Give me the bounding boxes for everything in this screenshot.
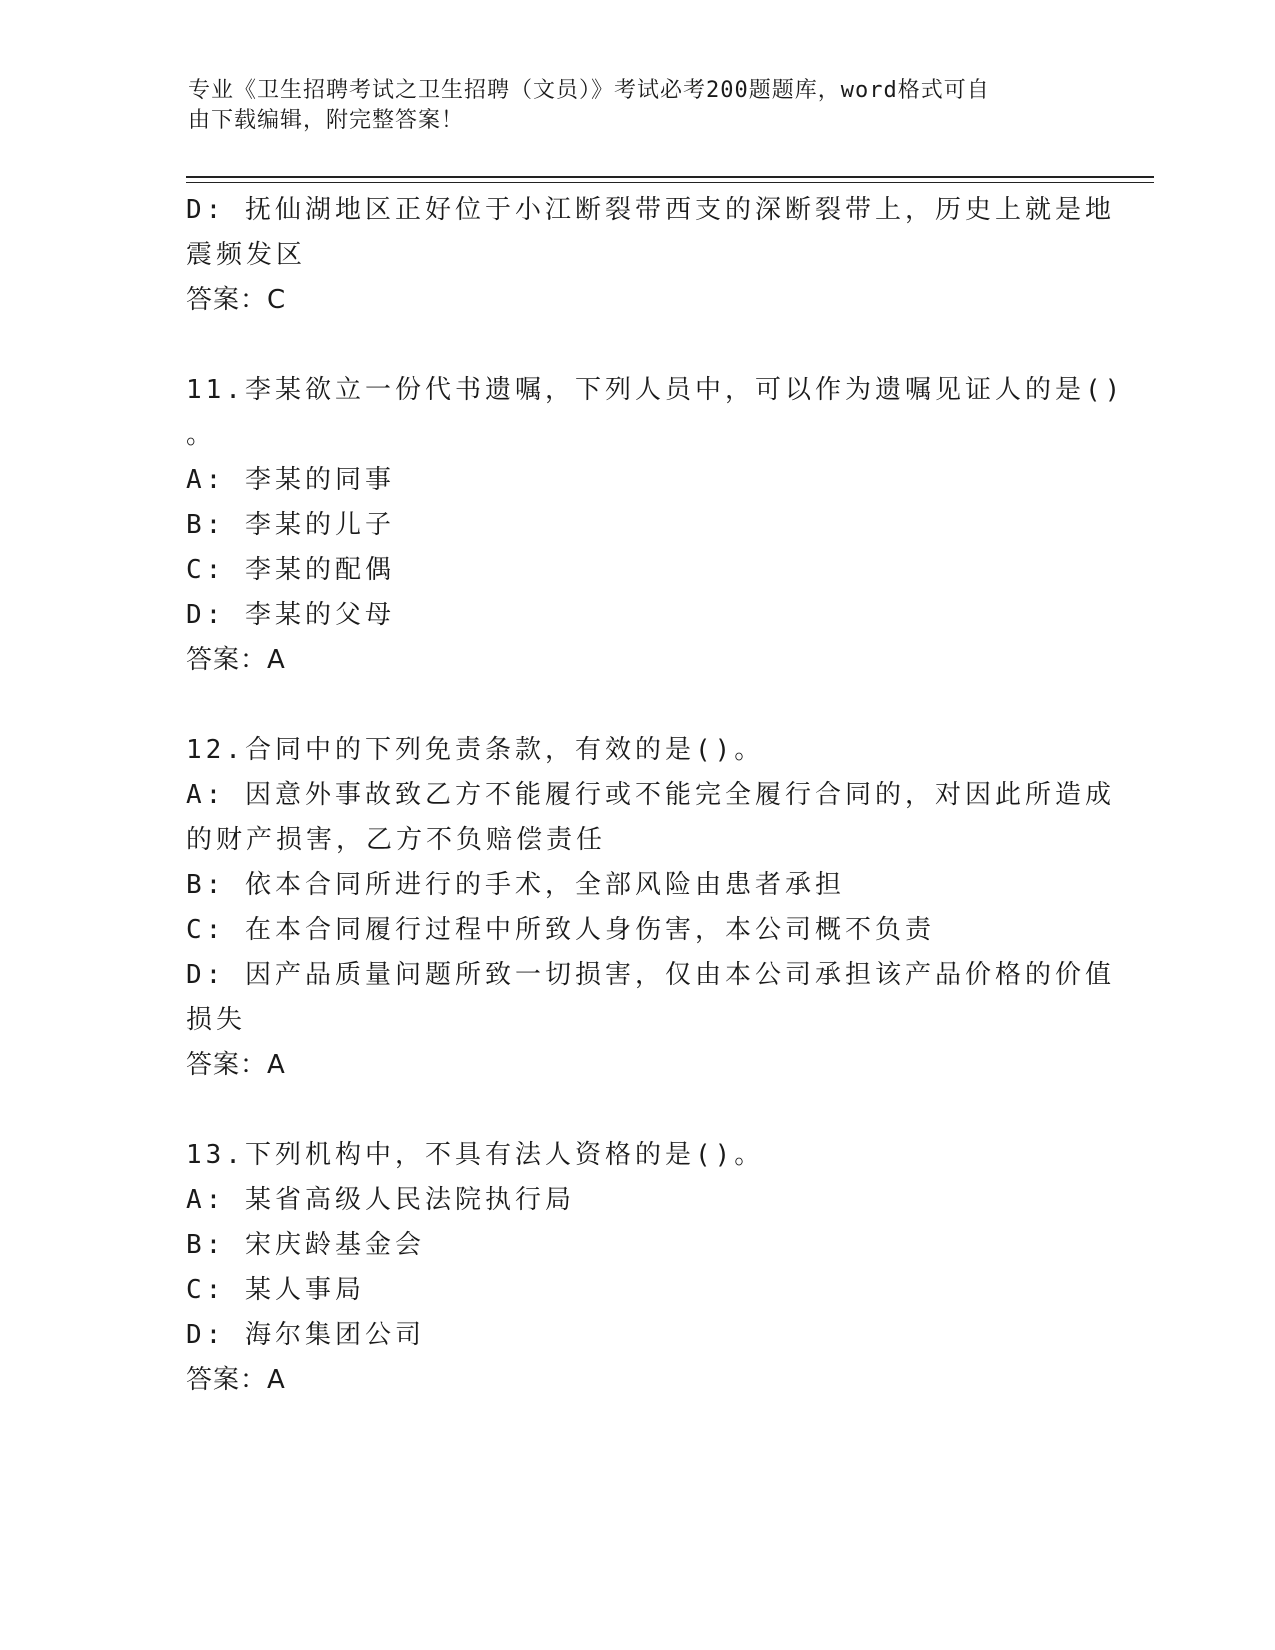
question-block-10 (186, 188, 1115, 323)
answer-label: 答案：A (186, 645, 286, 675)
question-stem: 11.李某欲立一份代书遗嘱，下列人员中，可以作为遗嘱见证人的是() (186, 375, 1125, 405)
question-block-12 (186, 728, 1115, 1088)
option-b: B: 依本合同所进行的手术，全部风险由患者承担 (186, 870, 845, 900)
option-a: A: 某省高级人民法院执行局 (186, 1185, 575, 1215)
header-divider (186, 182, 1154, 183)
option-d-cont: 震频发区 (186, 240, 307, 270)
option-b: B: 宋庆龄基金会 (186, 1230, 425, 1260)
option-d: D: 海尔集团公司 (186, 1320, 425, 1350)
option-c: C: 李某的配偶 (186, 555, 395, 585)
header-line: 专业《卫生招聘考试之卫生招聘（文员）》考试必考200题题库，word格式可自 (188, 78, 990, 103)
header-divider (186, 176, 1154, 178)
option-a: A: 因意外事故致乙方不能履行或不能完全履行合同的，对因此所造成 (186, 780, 1115, 810)
option-d: D: 因产品质量问题所致一切损害，仅由本公司承担该产品价格的价值 (186, 960, 1115, 990)
option-a-cont: 的财产损害，乙方不负赔偿责任 (186, 825, 607, 855)
answer-label: 答案：A (186, 1050, 286, 1080)
question-list (186, 188, 1125, 1403)
answer-label: 答案：A (186, 1365, 286, 1395)
question-stem-cont: 。 (186, 420, 217, 450)
question-block-11 (186, 368, 1125, 683)
option-c: C: 在本合同履行过程中所致人身伤害，本公司概不负责 (186, 915, 935, 945)
question-stem: 12.合同中的下列免责条款，有效的是()。 (186, 735, 765, 765)
option-d: D: 李某的父母 (186, 600, 395, 630)
question-block-13 (186, 1133, 1086, 1403)
page-header (188, 76, 1068, 136)
option-d: D: 抚仙湖地区正好位于小江断裂带西支的深断裂带上，历史上就是地 (186, 195, 1115, 225)
option-b: B: 李某的儿子 (186, 510, 395, 540)
option-d-cont: 损失 (186, 1005, 247, 1035)
option-a: A: 李某的同事 (186, 465, 395, 495)
header-line: 由下载编辑，附完整答案！ (188, 108, 465, 133)
question-stem: 13.下列机构中，不具有法人资格的是()。 (186, 1140, 765, 1170)
option-c: C: 某人事局 (186, 1275, 365, 1305)
answer-label: 答案：C (186, 285, 287, 315)
